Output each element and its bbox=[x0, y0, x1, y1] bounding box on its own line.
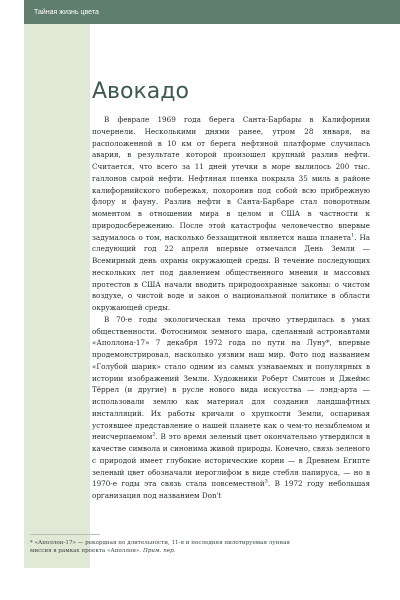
paragraph-2-tail: . В это время зеленый цвет окончательно утвердился в качестве символа и синонима живой природы. Конечно, связь зеленого с природой имеет глубокие исторические корни — в Древнем Египте зеленый цвет обозначали иероглифом в виде стебля папируса, — но в 1970-е годы эта связь стала повсеместной bbox=[92, 432, 370, 489]
footnote-note: Прим. пер. bbox=[142, 548, 176, 554]
running-head: Тайная жизнь цвета bbox=[34, 9, 99, 16]
paragraph-2-text: В 70-е годы экологическая тема прочно утвердилась в умах общественности. Фотоснимок земного шара, сделанный астронавтами «Аполлона-17» 7 декабря 1972 года по пути на Луну*, впервые продемонстрировал, насколько уязвим наш мир. Фото под названием «Голубой шарик» стало одним из самых узнаваемых и популярных в истории изображений Земли. Художники Роберт Смитсон и Джеймс Тёррел (и другие) в русле нового вида искусства — лэнд-арта — использовали землю как материал для создания ландшафтных инсталляций. Их работы кричали о хрупкости Земли, оспаривая устоявшее представление о нашей планете как о чем-то незыблемом и неисчерпаемом bbox=[92, 314, 370, 442]
paragraph-1 bbox=[92, 114, 370, 314]
paragraph-1-text: В феврале 1969 года берега Санта-Барбары в Калифорнии почернели. Несколькими днями ранее, утром 28 января, на расположенной в 10 км от берега нефтяной платформе случилась авария, в результате которой произошел крупный разлив нефти. Считается, что всего за 11 дней утечки в море вылилось 200 тыс. галлонов сырой нефти. Нефтяная пленка покрыла 35 миль в районе калифорнийского побережья, похоронив под собой всю прибрежную флору и фауну. Разлив нефти в Санта-Барбаре стал поворотным моментом в отношении мира в целом и США в частности к природосбережению. После этой катастрофы человечество впервые задумалось о том, насколько беззащитной является наша планета bbox=[92, 115, 370, 242]
chapter-title: Авокадо bbox=[92, 78, 189, 104]
footnote bbox=[30, 539, 298, 555]
paragraph-2-tail-2: . В 1972 году небольшая организация под названием Don't bbox=[92, 479, 370, 500]
footnote-divider bbox=[30, 534, 100, 535]
footnote-ref-3: 3 bbox=[264, 478, 268, 485]
paragraph-2 bbox=[92, 314, 370, 502]
footnote-text: * «Аполлон-17» — рекордная по длительности, 11-я и последняя пилотируемая лунная миссия в рамках проекта «Аполлон». bbox=[30, 540, 290, 554]
body-text bbox=[92, 114, 370, 502]
paragraph-1-tail: . На следующий год 22 апреля впервые отмечался День Земли — Всемирный день охраны окружающей среды. В течение последующих нескольких лет под давлением общественного мнения и массовых протестов в США начали вводить природоохранные законы: о чистом воздухе, о чистой воде и закон о национальной политике в области окружающей среды. bbox=[92, 232, 370, 312]
left-panel bbox=[24, 24, 100, 524]
footnote-ref-1: 1 bbox=[351, 232, 355, 239]
footnote-ref-2: 2 bbox=[152, 431, 156, 438]
